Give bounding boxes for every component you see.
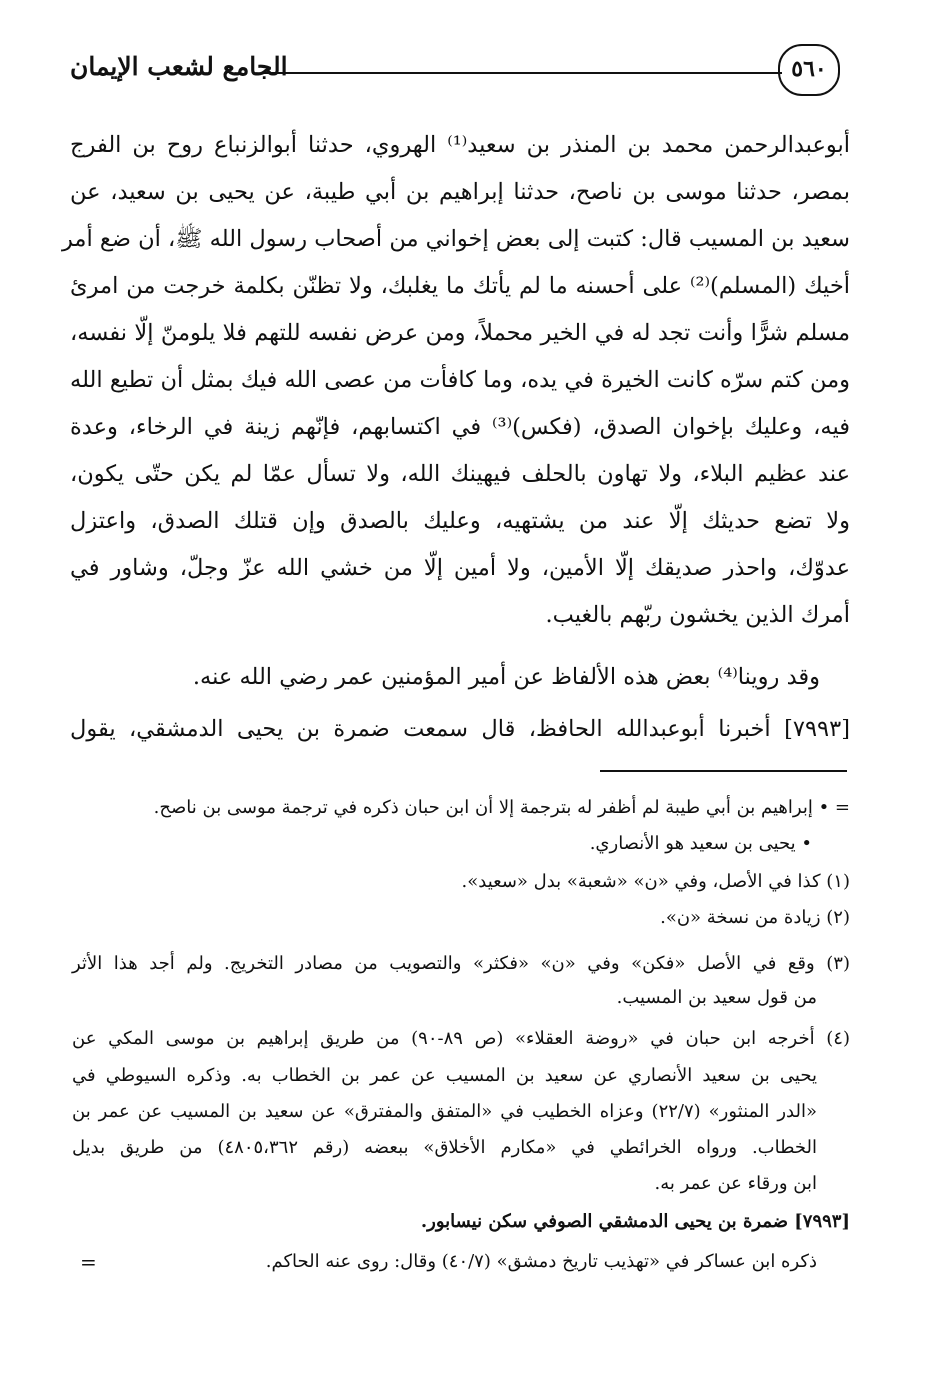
footnote-line: من قول سعيد بن المسيب. bbox=[616, 987, 817, 1008]
footnote-line: (٤) أخرجه ابن حبان في «روضة العقلاء» (ص ٨٩-٩٠) من طريق إبراهيم بن موسى المكي عن bbox=[72, 1028, 850, 1049]
body-line-hadith-number: [٧٩٩٣] أخبرنا أبوعبدالله الحافظ، قال سمعت ضمرة بن يحيى الدمشقي، يقول bbox=[70, 716, 850, 742]
body-line: عند عظيم البلاء، ولا تهاون بالحلف فيهينك الله، ولا تسأل عمّا لم يكن حتّى يكون، bbox=[70, 461, 850, 487]
body-line: أبوعبدالرحمن محمد بن المنذر بن سعيد⁽¹⁾ الهروي، حدثنا أبوالزنباع روح بن الفرج bbox=[70, 132, 851, 158]
footnote-rule bbox=[600, 770, 847, 772]
footnote-line: الخطاب. ورواه الخرائطي في «مكارم الأخلاق» ببعضه (رقم ٤٨٠٥،٣٦٢) من طريق بديل bbox=[72, 1137, 817, 1158]
page-number: ٥٦٠ bbox=[778, 44, 840, 96]
footnote-line: = • إبراهيم بن أبي طيبة لم أظفر له بترجمة إلا أن ابن حبان ذكره في ترجمة موسى بن ناصح. bbox=[153, 797, 850, 818]
continuation-mark: = bbox=[80, 1250, 97, 1274]
body-line: فيه، وعليك بإخوان الصدق، (فكس)⁽³⁾ في اكتسابهم، فإنّهم زينة في الرخاء، وعدة bbox=[70, 414, 850, 440]
body-line: بمصر، حدثنا موسى بن ناصح، حدثنا إبراهيم بن أبي طيبة، عن يحيى بن سعيد، عن bbox=[70, 179, 850, 205]
footnote-line: (٢) زيادة من نسخة «ن». bbox=[660, 907, 850, 928]
footnote-line: (٣) وقع في الأصل «فكن» وفي «ن» «فكثر» والتصويب من مصادر التخريج. ولم أجد هذا الأثر bbox=[72, 953, 850, 974]
body-line: أخيك (المسلم)⁽²⁾ على أحسنه ما لم يأتك ما يغلبك، ولا تظنّن بكلمة خرجت من امرئ bbox=[70, 273, 850, 299]
footnote-line: (١) كذا في الأصل، وفي «ن» «شعبة» بدل «سعيد». bbox=[461, 871, 850, 892]
footnote-line: • يحيى بن سعيد هو الأنصاري. bbox=[589, 833, 812, 854]
body-line: مسلم شرًّا وأنت تجد له في الخير محملاً، ومن عرض نفسه للتهم فلا يلومنّ إلّا نفسه، bbox=[70, 320, 850, 346]
body-line: عدوّك، واحذر صديقك إلّا الأمين، ولا أمين إلّا من خشي الله عزّ وجلّ، وشاور في bbox=[70, 555, 850, 581]
header-rule bbox=[262, 72, 782, 74]
footnote-line: ابن ورقاء عن عمر به. bbox=[654, 1173, 817, 1194]
footnote-line: ذكره ابن عساكر في «تهذيب تاريخ دمشق» (٤٠/٧) وقال: روى عنه الحاكم. bbox=[265, 1251, 817, 1272]
footnote-line: يحيى بن سعيد الأنصاري عن سعيد بن المسيب عن عمر بن الخطاب به. وذكره السيوطي في bbox=[72, 1065, 817, 1086]
footnote-line: «الدر المنثور» (٢٢/٧) وعزاه الخطيب في «المتفق والمفترق» عن سعيد بن المسيب عن عمر بن bbox=[72, 1101, 817, 1122]
body-line: أمرك الذين يخشون ربّهم بالغيب. bbox=[545, 602, 850, 628]
footnote-line-hadith-number: [٧٩٩٣] ضمرة بن يحيى الدمشقي الصوفي سكن نيسابور. bbox=[420, 1211, 850, 1232]
body-line: ومن كتم سرّه كانت الخيرة في يده، وما كافأت من عصى الله فيك بمثل أن تطيع الله bbox=[70, 367, 850, 393]
running-title: الجامع لشعب الإيمان bbox=[70, 52, 288, 81]
body-line: سعيد بن المسيب قال: كتبت إلى بعض إخواني من أصحاب رسول الله ﷺ، أن ضع أمر bbox=[62, 226, 850, 252]
body-line: وقد روينا⁽⁴⁾ بعض هذه الألفاظ عن أمير المؤمنين عمر رضي الله عنه. bbox=[192, 664, 820, 690]
body-line: ولا تضع حديثك إلّا عند من يشتهيه، وعليك بالصدق وإن قتلك الصدق، واعتزل bbox=[70, 508, 850, 534]
